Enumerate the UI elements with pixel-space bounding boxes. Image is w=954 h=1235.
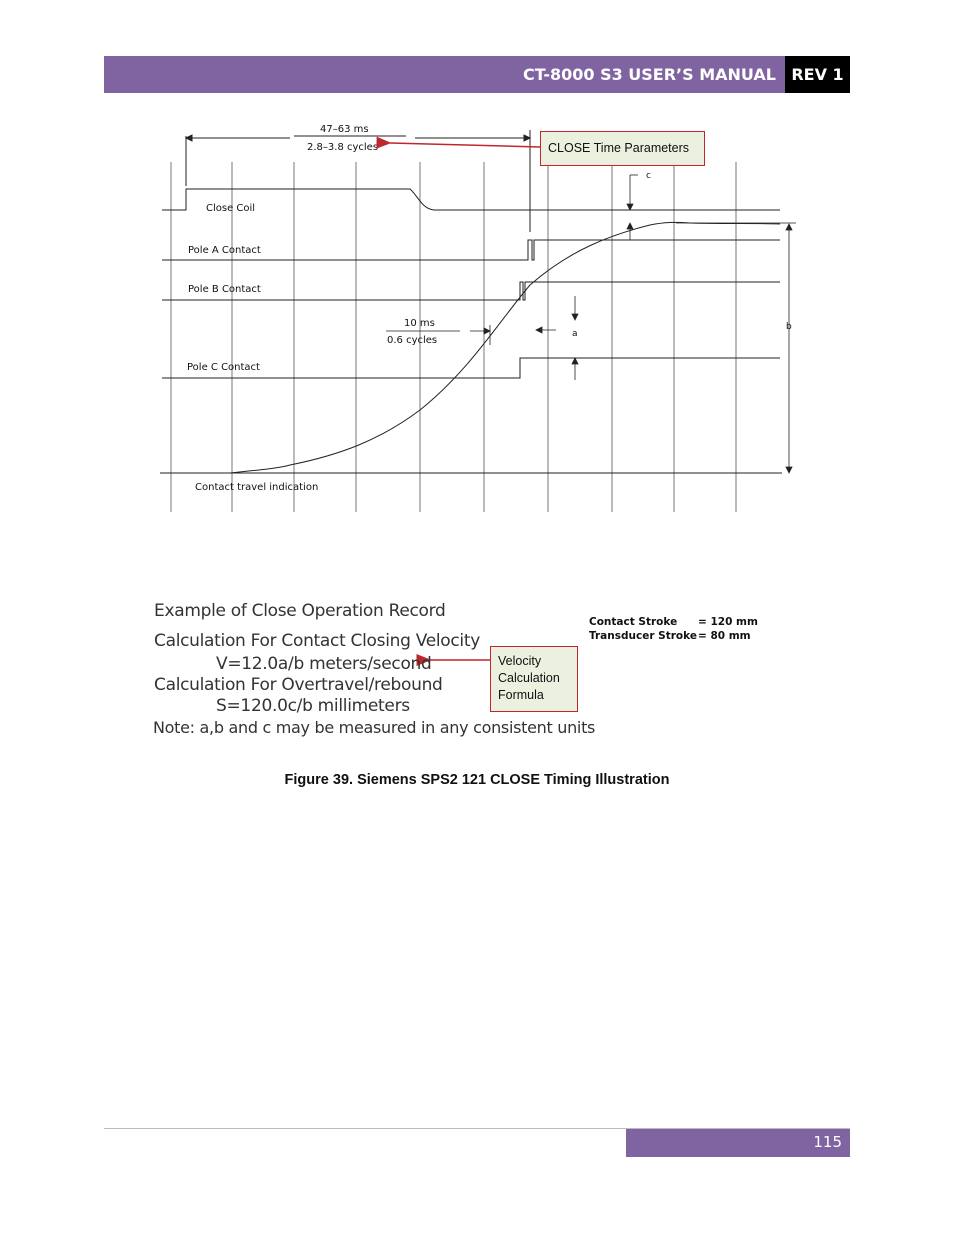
pole-a-label: Pole A Contact bbox=[188, 245, 261, 256]
velocity-callout-line3: Formula bbox=[498, 688, 544, 702]
close-coil-label: Close Coil bbox=[206, 203, 256, 214]
b-dimension bbox=[786, 224, 792, 473]
transducer-stroke-label: Transducer Stroke bbox=[589, 630, 697, 642]
contact-stroke-label: Contact Stroke bbox=[589, 616, 678, 628]
velocity-callout-line2: Calculation bbox=[498, 671, 560, 685]
overtravel-formula: S=120.0c/b millimeters bbox=[216, 696, 410, 716]
travel-label: Contact travel indication bbox=[195, 482, 319, 493]
transducer-stroke-value: = 80 mm bbox=[698, 630, 751, 642]
close-callout-text: CLOSE Time Parameters bbox=[548, 141, 690, 155]
a-marker: a bbox=[572, 329, 578, 339]
pole-b-label: Pole B Contact bbox=[188, 284, 261, 295]
time-range-cycles: 2.8–3.8 cycles bbox=[307, 142, 379, 153]
grid-lines bbox=[171, 162, 736, 512]
interval-ms: 10 ms bbox=[404, 318, 435, 329]
b-marker: b bbox=[786, 322, 792, 332]
contact-stroke-value: = 120 mm bbox=[698, 616, 758, 628]
velocity-formula-callout bbox=[490, 646, 578, 712]
pole-c-label: Pole C Contact bbox=[187, 362, 260, 373]
manual-title: CT-8000 S3 USER’S MANUAL bbox=[523, 65, 776, 84]
velocity-callout-line1: Velocity bbox=[498, 654, 542, 668]
units-note: Note: a,b and c may be measured in any consistent units bbox=[153, 718, 596, 737]
page-number: 115 bbox=[813, 1133, 842, 1151]
velocity-formula: V=12.0a/b meters/second bbox=[216, 654, 432, 674]
time-range-ms: 47–63 ms bbox=[320, 124, 369, 135]
revision-badge: REV 1 bbox=[785, 56, 850, 93]
overtravel-heading: Calculation For Overtravel/rebound bbox=[154, 675, 443, 695]
velocity-heading: Calculation For Contact Closing Velocity bbox=[154, 631, 480, 651]
close-callout-arrow bbox=[390, 143, 540, 147]
interval-cycles: 0.6 cycles bbox=[387, 335, 438, 346]
notes-title: Example of Close Operation Record bbox=[154, 601, 446, 621]
figure-caption: Figure 39. Siemens SPS2 121 CLOSE Timing Illustration bbox=[284, 772, 670, 788]
c-marker: c bbox=[646, 171, 651, 181]
close-time-parameters-callout bbox=[540, 131, 705, 166]
